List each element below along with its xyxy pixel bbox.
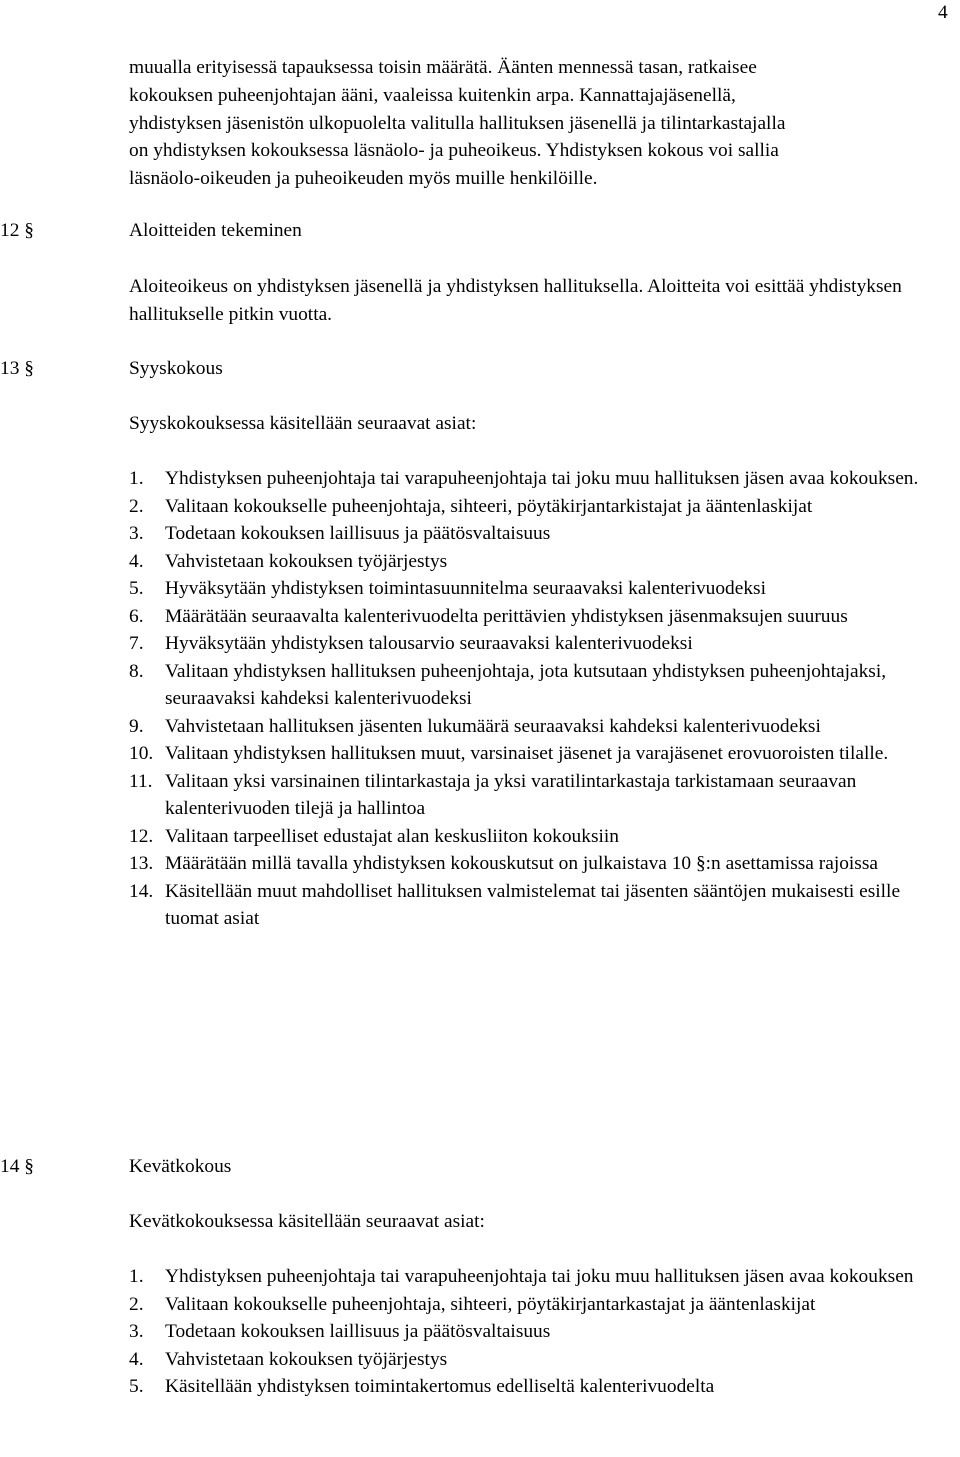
intro-paragraph [129,54,929,193]
item-text: Valitaan tarpeelliset edustajat alan keskusliiton kokouksiin [165,825,619,847]
list-item [129,493,929,521]
item-text: Käsitellään yhdistyksen toimintakertomus edelliseltä kalenterivuodelta [165,1376,715,1397]
item-number: 6. [129,605,144,627]
item-number: 7. [129,633,144,654]
item-number: 13. [129,853,159,874]
section-number: 12 § [0,220,34,241]
list-item [129,768,929,823]
section-title: Syyskokous [129,358,223,379]
section-13-intro: Syyskokouksessa käsitellään seuraavat asiat: [129,413,477,434]
item-text: Todetaan kokouksen laillisuus ja päätösvaltaisuus [165,523,551,544]
list-item [129,575,929,603]
item-text: Valitaan kokoukselle puheenjohtaja, sihteeri, pöytäkirjantarkistajat ja ääntenlaskijat [165,495,813,517]
item-number: 11. [129,770,153,792]
item-text: Yhdistyksen puheenjohtaja tai varapuheenjohtaja tai joku muu hallituksen jäsen avaa kokouksen [165,1266,914,1287]
item-text: Vahvistetaan kokouksen työjärjestys [165,1348,448,1370]
intro-line: yhdistyksen jäsenistön ulkopuolelta valitulla hallituksen jäsenellä ja tilintarkastajalla [129,112,786,134]
section-14-intro: Kevätkokouksessa käsitellään seuraavat asiat: [129,1211,485,1232]
section-12-text: Aloiteoikeus on yhdistyksen jäsenellä ja yhdistyksen hallituksella. Aloitteita voi esittää yhdistyksen hallitukselle pitkin vuotta. [129,276,902,325]
item-number: 5. [129,578,144,599]
list-item [129,520,929,548]
list-item [129,823,929,851]
item-number: 8. [129,660,144,682]
item-number: 14. [129,880,154,902]
item-number: 10. [129,743,154,764]
page-number: 4 [938,2,948,23]
item-number: 1. [129,1266,144,1287]
item-number: 9. [129,715,144,737]
item-number: 4. [129,550,144,572]
section-number: 14 § [0,1156,34,1177]
item-number: 4. [129,1348,144,1370]
list-item [129,1373,929,1401]
item-text: Hyväksytään yhdistyksen toimintasuunnitelma seuraavaksi kalenterivuodeksi [165,578,766,599]
item-number: 2. [129,1293,144,1315]
list-item [129,1263,929,1291]
list-item [129,465,929,493]
list-item [129,740,929,768]
section-14-agenda-list [129,1263,929,1401]
list-item [129,603,929,631]
item-text: Yhdistyksen puheenjohtaja tai varapuheenjohtaja tai joku muu hallituksen jäsen avaa kokouksen. [165,468,919,489]
section-number: 13 § [0,358,34,379]
item-number: 3. [129,1321,144,1342]
item-number: 1. [129,468,144,489]
item-text: Valitaan yhdistyksen hallituksen muut, varsinaiset jäsenet ja varajäsenet erovuoroisten tilalle. [165,743,889,764]
list-item [129,713,929,741]
item-text: Määrätään millä tavalla yhdistyksen kokouskutsut on julkaistava 10 §:n asettamissa rajoissa [165,853,878,874]
list-item [129,630,929,658]
item-number: 12. [129,825,154,847]
item-number: 5. [129,1376,144,1397]
section-title: Aloitteiden tekeminen [129,220,302,241]
section-13-agenda-list [129,465,929,933]
intro-line: on yhdistyksen kokouksessa läsnäolo- ja puheoikeus. Yhdistyksen kokous voi sallia [129,140,779,162]
item-text: Valitaan kokoukselle puheenjohtaja, sihteeri, pöytäkirjantarkastajat ja ääntenlaskijat [165,1293,816,1315]
item-text: Todetaan kokouksen laillisuus ja päätösvaltaisuus [165,1321,551,1342]
list-item [129,1346,929,1374]
intro-line: muualla erityisessä tapauksessa toisin määrätä. Äänten mennessä tasan, ratkaisee [129,57,757,78]
item-text: Valitaan yhdistyksen hallituksen puheenjohtaja, jota kutsutaan yhdistyksen puheenjohtajaksi, seuraavaksi kahdeksi kalenterivuodeksi [165,660,887,709]
item-text: Vahvistetaan kokouksen työjärjestys [165,550,448,572]
list-item [129,878,929,933]
list-item [129,658,929,713]
list-item [129,1318,929,1346]
item-text: Vahvistetaan hallituksen jäsenten lukumäärä seuraavaksi kahdeksi kalenterivuodeksi [165,715,821,737]
item-text: Määrätään seuraavalta kalenterivuodelta perittävien yhdistyksen jäsenmaksujen suuruus [165,605,848,627]
item-text: Hyväksytään yhdistyksen talousarvio seuraavaksi kalenterivuodeksi [165,633,693,654]
item-number: 2. [129,495,144,517]
item-text: Valitaan yksi varsinainen tilintarkastaja ja yksi varatilintarkastaja tarkistamaan seuraavan kalenterivuoden tilejä ja hallintoa [165,770,857,819]
item-text: Käsitellään muut mahdolliset hallituksen valmistelemat tai jäsenten sääntöjen mukaisesti esille tuomat asiat [165,880,901,929]
intro-line: kokouksen puheenjohtajan ääni, vaaleissa kuitenkin arpa. Kannattajajäsenellä, [129,84,736,106]
list-item [129,850,929,878]
intro-line: läsnäolo-oikeuden ja puheoikeuden myös muille henkilöille. [129,168,598,190]
item-number: 3. [129,523,144,544]
section-title: Kevätkokous [129,1156,232,1177]
list-item [129,1291,929,1319]
list-item [129,548,929,576]
